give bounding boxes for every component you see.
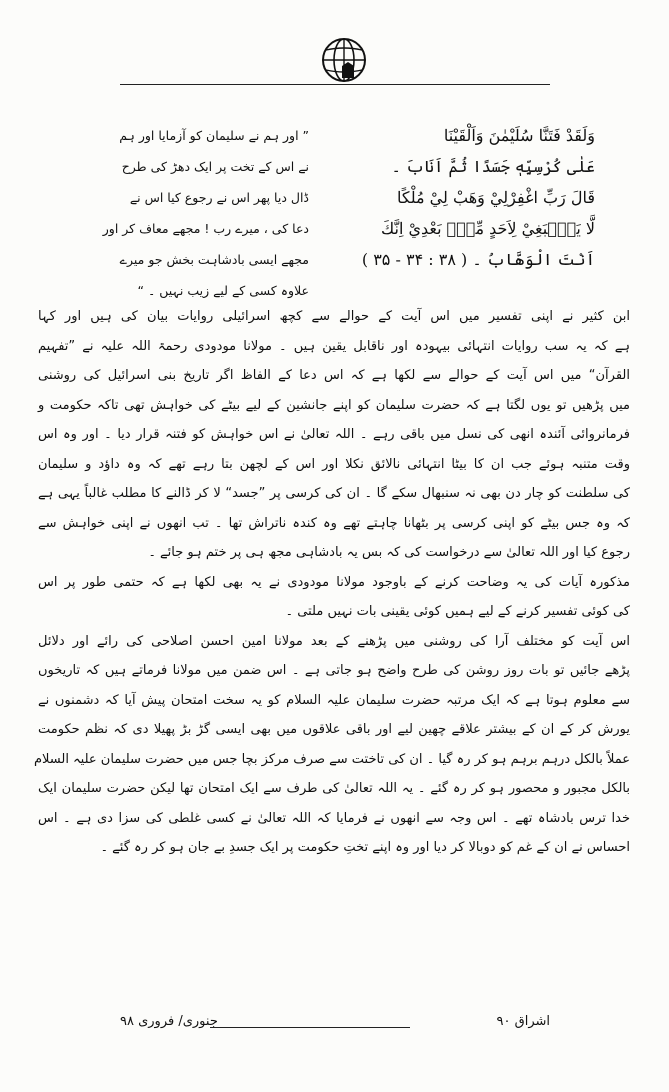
text-line: سے معلوم ہوتا ہے کہ ایک مرتبہ حضرت سلیمان علیہ السلام کو یہ سخت امتحان پیش آیا کہ دشمنوں نے	[38, 692, 630, 708]
footer-issue-date: جنوری/ فروری ۹۸	[120, 1014, 218, 1029]
text-line: ابن کثیر نے اپنی تفسیر میں اس آیت کے حوالے سے کچھ اسرائیلی روایات بیان کی ہیں اور کہا	[38, 309, 630, 324]
text-line: کی کوئی تفسیر کرنے کے لیے ہمیں کوئی یقینی بات نہیں ملتی ۔	[285, 604, 630, 619]
globe-emblem-icon	[320, 36, 368, 84]
text-line: فرمانروائی آئندہ انھی کی نسل میں باقی رہے ۔ اللہ تعالیٰ نے اس خواہش کو فتنہ قرار دیا ۔ اور وہ اس	[38, 427, 630, 442]
paragraph	[38, 302, 630, 568]
verse-line: لَّا يَنْۢبَغِيْ لِاَحَدٍ مِّنْۢ بَعْدِيْ اِنَّكَ	[381, 219, 595, 238]
translation-line: مجھے ایسی بادشاہت بخش جو میرے	[119, 252, 309, 267]
text-line: پڑھے جائیں تو بات روز روشن کی طرح واضح ہو جاتی ہے ۔ اس ضمن میں مولانا فرماتے ہیں کہ تاریخوں	[38, 663, 630, 678]
arabic-verse	[340, 120, 595, 275]
text-line: القرآن“ میں اس آیت کے حوالے سے لکھا ہے کہ اس دعا کے الفاظ اگر تاریخ بنی اسرائیل کی روشنی	[38, 368, 630, 383]
text-line: یورش کر کے ان کے بیشتر علاقے چھین لیے اور باقی علاقوں میں بھی ایسی گڑ بڑ پھیلا دی کہ نظم حکومت	[38, 722, 630, 737]
text-line: احساس نے ان کے غم کو دوبالا کر دیا اور وہ اپنے تختِ حکومت پر ایک جسدِ بے جان ہو کر رہ گئے ۔	[100, 840, 630, 855]
text-line: کہ وہ جس بیٹے کو اپنی کرسی پر بٹھانا چاہتے تھے وہ کندہ ناتراش تھا ۔ تب انھوں نے اپنی خواہش سے	[38, 515, 630, 531]
verse-reference-line: اَنْتَ الْوَهَّابُ ۔ ( ۳۸ : ۳۴ - ۳۵ )	[361, 250, 595, 269]
header-rule	[120, 84, 550, 85]
verse-translation	[54, 120, 309, 306]
translation-line: ” اور ہم نے سلیمان کو آزمایا اور ہم	[119, 128, 309, 143]
text-line: میں پڑھیں تو یوں لگتا ہے کہ حضرت سلیمان کو اپنے جانشین کے لیے بیٹے کی خواہش تھی تاکہ حکومت و	[38, 397, 630, 413]
paragraph	[38, 568, 630, 627]
commentary-body	[33, 302, 630, 863]
verse-line: عَلٰى كُرْسِيِّهٖ جَسَدًا ثُمَّ اَنَابَ ۔	[391, 157, 595, 176]
translation-line: علاوہ کسی کے لیے زیب نہیں ۔ “	[137, 283, 309, 298]
text-line: عملاً بالکل درہم برہم ہو کر رہ گیا ۔ ان کی تاختت سے صرف مرکز بچا جس میں حضرت سلیمان علیہ السلام	[33, 751, 630, 767]
text-line: ہے کہ یہ سب روایات انتہائی بیہودہ اور ناقابل یقین ہیں ۔ مولانا مودودی رحمۃ اللہ علیہ نے ”تفہیم	[38, 338, 630, 354]
text-line: بالکل مجبور و محصور ہو کر رہ گئے ۔ یہ اللہ تعالیٰ کی طرف سے ایک امتحان تھا لیکن حضرت سلیمان ایک	[38, 781, 630, 796]
text-line: وقت متنبہ ہوئے جب ان کا بیٹا انتہائی نالائق نکلا اور اس کے لچھن بتا رہے تھے کہ وہ داؤد و سلیمان	[38, 456, 630, 472]
verse-line: وَلَقَدْ فَتَنَّا سُلَيْمٰنَ وَاَلْقَيْنَا	[443, 126, 595, 145]
page-footer	[120, 1012, 550, 1042]
text-line: اس آیت کو مختلف آرا کی روشنی میں پڑھنے کے بعد مولانا امین احسن اصلاحی کی رائے اور دلائل	[38, 633, 630, 649]
footer-rule	[210, 1027, 410, 1028]
translation-line: ڈال دیا پھر اس نے رجوع کیا اس نے	[129, 190, 309, 205]
text-line: مذکورہ آیات کی یہ وضاحت کرنے کے باوجود مولانا مودودی نے یہ بھی لکھا ہے کہ حتمی طور پر اس	[38, 574, 630, 590]
text-line: رجوع کیا اور اللہ تعالیٰ سے درخواست کی کہ بس یہ بادشاہی مجھ ہی پر ختم ہو جائے ۔	[148, 545, 630, 560]
text-line: کی سلطنت کو چار دن بھی نہ سنبھال سکے گا ۔ ان کی کرسی پر ”جسد“ لا کر ڈالنے کا مطلب غالباً یہی ہے	[38, 486, 630, 501]
verse-line: قَالَ رَبِّ اغْفِرْلِيْ وَهَبْ لِيْ مُلْكًا	[397, 188, 595, 207]
translation-line: نے اس کے تخت پر ایک دھڑ کی طرح	[121, 159, 309, 174]
translation-line: دعا کی ، میرے رب ! مجھے معاف کر اور	[102, 221, 309, 236]
footer-journal-page: اشراق ۹۰	[496, 1014, 550, 1029]
paragraph	[33, 627, 630, 863]
text-line: خدا ترس بادشاہ تھے ۔ اس وجہ سے انھوں نے فرمایا کہ اللہ تعالیٰ نے کسی غلطی کی سزا دی ہے ۔ اس	[38, 810, 630, 826]
